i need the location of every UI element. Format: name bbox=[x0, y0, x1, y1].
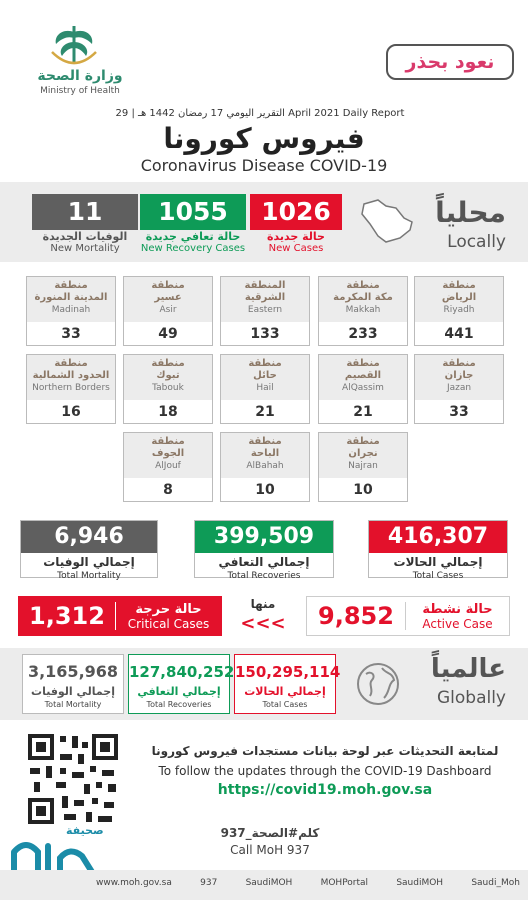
region-card bbox=[220, 354, 310, 424]
region-prefix: منطقة bbox=[346, 280, 380, 291]
region-name-ar: عسير bbox=[154, 292, 182, 303]
region-name-en: Tabouk bbox=[152, 383, 184, 393]
region-name-ar: جازان bbox=[444, 370, 474, 381]
new-recovery-value: 1055 bbox=[140, 194, 246, 230]
call-moh-en: Call MoH 937 bbox=[230, 843, 310, 857]
total-recoveries-ar: إجمالي التعافي bbox=[218, 555, 310, 569]
region-value: 441 bbox=[444, 326, 474, 342]
total-recoveries-en: Total Recoveries bbox=[227, 571, 301, 581]
global-recoveries-ar: إجمالي التعافي bbox=[137, 685, 221, 698]
page-title-ar: فيروس كورونا bbox=[163, 122, 365, 155]
region-prefix: منطقة bbox=[248, 358, 282, 369]
footer-link[interactable]: www.moh.gov.sa bbox=[96, 878, 172, 888]
region-name-ar: تبوك bbox=[156, 370, 180, 381]
region-label bbox=[124, 433, 212, 478]
global-mortality-card bbox=[22, 654, 124, 714]
region-name-en: Riyadh bbox=[443, 305, 475, 315]
region-name-en: Makkah bbox=[345, 305, 381, 315]
moh-logo bbox=[44, 22, 104, 66]
new-cases-stat bbox=[250, 194, 342, 255]
return-cautiously-badge: نعود بحذر bbox=[386, 44, 514, 80]
total-cases-ar: إجمالي الحالات bbox=[393, 555, 483, 569]
region-name-ar: القصيم bbox=[344, 370, 382, 381]
critical-cases-card bbox=[18, 596, 222, 636]
global-cases-card bbox=[234, 654, 341, 714]
total-cases-en: Total Cases bbox=[412, 571, 464, 581]
region-name-ar: الرياض bbox=[441, 292, 477, 303]
total-mortality-ar: إجمالي الوفيات bbox=[43, 555, 135, 569]
region-value: 16 bbox=[61, 404, 81, 420]
chevrons-icon: <<< bbox=[240, 613, 286, 634]
region-card bbox=[414, 354, 504, 424]
region-card bbox=[123, 354, 213, 424]
footer-link[interactable]: SaudiMOH bbox=[396, 878, 444, 888]
region-label bbox=[319, 355, 407, 400]
region-name-en: AlJouf bbox=[155, 461, 181, 471]
critical-cases-ar: حالة حرجة bbox=[135, 601, 202, 617]
region-name-en: Northern Borders bbox=[32, 383, 110, 393]
region-name-en: Madinah bbox=[51, 305, 91, 315]
active-cases-card bbox=[306, 596, 510, 636]
region-prefix: منطقة bbox=[54, 280, 88, 291]
region-label bbox=[27, 355, 115, 400]
global-cases-ar: إجمالي الحالات bbox=[244, 685, 326, 698]
moh-name-ar: وزارة الصحة bbox=[37, 68, 123, 84]
locally-title-ar: محلياً bbox=[435, 196, 506, 229]
total-recoveries-card bbox=[194, 520, 334, 581]
active-cases-ar: حالة نشطة bbox=[422, 601, 493, 617]
qr-code[interactable] bbox=[26, 732, 120, 826]
region-prefix: منطقة bbox=[151, 436, 185, 447]
region-prefix: منطقة bbox=[442, 358, 476, 369]
footer-link[interactable]: SaudiMOH bbox=[245, 878, 293, 888]
region-name-ar: الجوف bbox=[151, 448, 185, 459]
region-name-en: Hail bbox=[256, 383, 274, 393]
region-label bbox=[124, 355, 212, 400]
region-card bbox=[318, 276, 408, 346]
region-value: 49 bbox=[158, 326, 178, 342]
region-label bbox=[221, 277, 309, 322]
globally-title-ar: عالمياً bbox=[430, 654, 506, 684]
global-mortality-ar: إجمالي الوفيات bbox=[31, 685, 115, 698]
total-mortality-en: Total Mortality bbox=[57, 571, 121, 581]
dashboard-text-en: To follow the updates through the COVID-19 Dashboard bbox=[158, 764, 492, 778]
call-moh-ar: كلم#الصحة_937 bbox=[220, 826, 320, 840]
daily-report: التقرير اليومي 17 رمضان 1442 هـ | 29 April 2021 Daily Report bbox=[115, 108, 405, 119]
total-mortality-card bbox=[20, 520, 158, 581]
of-which-label: منها bbox=[250, 597, 276, 611]
new-mortality-stat bbox=[32, 194, 138, 255]
active-cases-value: 9,852 bbox=[318, 602, 394, 630]
region-prefix: منطقة bbox=[346, 358, 380, 369]
new-recovery-stat bbox=[140, 194, 246, 255]
region-value: 233 bbox=[348, 326, 378, 342]
region-prefix: المنطقة bbox=[244, 280, 286, 291]
region-name-ar: الشرقية bbox=[244, 292, 286, 303]
region-name-ar: الحدود الشمالية bbox=[32, 370, 110, 381]
region-value: 10 bbox=[255, 482, 275, 498]
footer-link[interactable]: MOHPortal bbox=[320, 878, 369, 888]
new-mortality-value: 11 bbox=[32, 194, 138, 230]
new-mortality-en: New Mortality bbox=[50, 243, 120, 254]
region-label bbox=[415, 277, 503, 322]
region-prefix: منطقة bbox=[54, 358, 88, 369]
region-prefix: منطقة bbox=[151, 358, 185, 369]
moh-name-en: Ministry of Health bbox=[40, 86, 120, 96]
saudi-map-icon bbox=[356, 196, 416, 246]
region-name-en: Asir bbox=[159, 305, 177, 315]
new-recovery-en: New Recovery Cases bbox=[140, 243, 246, 254]
region-value: 10 bbox=[353, 482, 373, 498]
total-cases-value: 416,307 bbox=[369, 521, 507, 553]
new-cases-value: 1026 bbox=[250, 194, 342, 230]
active-cases-en: Active Case bbox=[422, 616, 493, 631]
region-prefix: منطقة bbox=[442, 280, 476, 291]
region-value: 8 bbox=[163, 482, 173, 498]
footer-link[interactable]: Saudi_Moh bbox=[471, 878, 520, 888]
region-label bbox=[27, 277, 115, 322]
region-label bbox=[415, 355, 503, 400]
region-label bbox=[124, 277, 212, 322]
region-name-ar: الباحة bbox=[250, 448, 280, 459]
region-value: 133 bbox=[250, 326, 280, 342]
region-card bbox=[26, 354, 116, 424]
watermark-ar: صحيفة bbox=[66, 824, 104, 837]
region-label bbox=[319, 433, 407, 478]
global-recoveries-value: 127,840,252 bbox=[129, 663, 235, 681]
region-name-ar: المدينة المنورة bbox=[34, 292, 108, 303]
region-card bbox=[123, 276, 213, 346]
region-card bbox=[26, 276, 116, 346]
locally-title-en: Locally bbox=[447, 232, 506, 252]
region-card bbox=[318, 432, 408, 502]
footer-links bbox=[96, 878, 520, 888]
global-mortality-value: 3,165,968 bbox=[27, 662, 119, 681]
region-prefix: منطقة bbox=[346, 436, 380, 447]
region-name-ar: مكة المكرمة bbox=[333, 292, 393, 303]
total-cases-card bbox=[368, 520, 508, 581]
region-name-ar: نجران bbox=[348, 448, 378, 459]
footer-link[interactable]: 937 bbox=[200, 878, 218, 888]
region-label bbox=[319, 277, 407, 322]
region-card bbox=[414, 276, 504, 346]
region-value: 33 bbox=[61, 326, 81, 342]
region-card bbox=[220, 432, 310, 502]
region-card bbox=[220, 276, 310, 346]
page-title-en: Coronavirus Disease COVID-19 bbox=[140, 156, 388, 175]
globe-icon bbox=[354, 660, 402, 708]
total-mortality-value: 6,946 bbox=[21, 521, 157, 553]
region-name-en: AlQassim bbox=[342, 383, 384, 393]
region-card bbox=[123, 432, 213, 502]
total-recoveries-value: 399,509 bbox=[195, 521, 333, 553]
global-recoveries-card bbox=[128, 654, 235, 714]
region-name-ar: حائل bbox=[253, 370, 277, 381]
global-cases-value: 150,295,114 bbox=[235, 663, 341, 681]
new-mortality-ar: الوفيات الجديدة bbox=[42, 230, 128, 243]
region-value: 18 bbox=[158, 404, 178, 420]
globally-title-en: Globally bbox=[436, 688, 506, 708]
dashboard-link[interactable]: https://covid19.moh.gov.sa bbox=[217, 782, 433, 798]
dashboard-text-ar: لمتابعة التحديثات عبر لوحة بيانات مستجدات فيروس كورونا bbox=[151, 744, 499, 758]
new-cases-ar: حالة جديدة bbox=[267, 230, 325, 243]
region-label bbox=[221, 433, 309, 478]
region-card bbox=[318, 354, 408, 424]
region-prefix: منطقة bbox=[151, 280, 185, 291]
new-recovery-ar: حالة تعافي جديدة bbox=[145, 230, 241, 243]
global-recoveries-en: Total Recoveries bbox=[146, 700, 212, 709]
region-name-en: AlBahah bbox=[246, 461, 284, 471]
region-value: 21 bbox=[255, 404, 275, 420]
region-value: 21 bbox=[353, 404, 373, 420]
region-prefix: منطقة bbox=[248, 436, 282, 447]
region-name-en: Eastern bbox=[247, 305, 283, 315]
critical-cases-en: Critical Cases bbox=[127, 616, 210, 631]
global-cases-en: Total Cases bbox=[262, 700, 308, 709]
global-mortality-en: Total Mortality bbox=[44, 700, 102, 709]
region-label bbox=[221, 355, 309, 400]
region-value: 33 bbox=[449, 404, 469, 420]
region-name-en: Jazan bbox=[446, 383, 472, 393]
new-cases-en: New Cases bbox=[268, 243, 324, 254]
critical-cases-value: 1,312 bbox=[29, 602, 105, 630]
region-name-en: Najran bbox=[348, 461, 378, 471]
